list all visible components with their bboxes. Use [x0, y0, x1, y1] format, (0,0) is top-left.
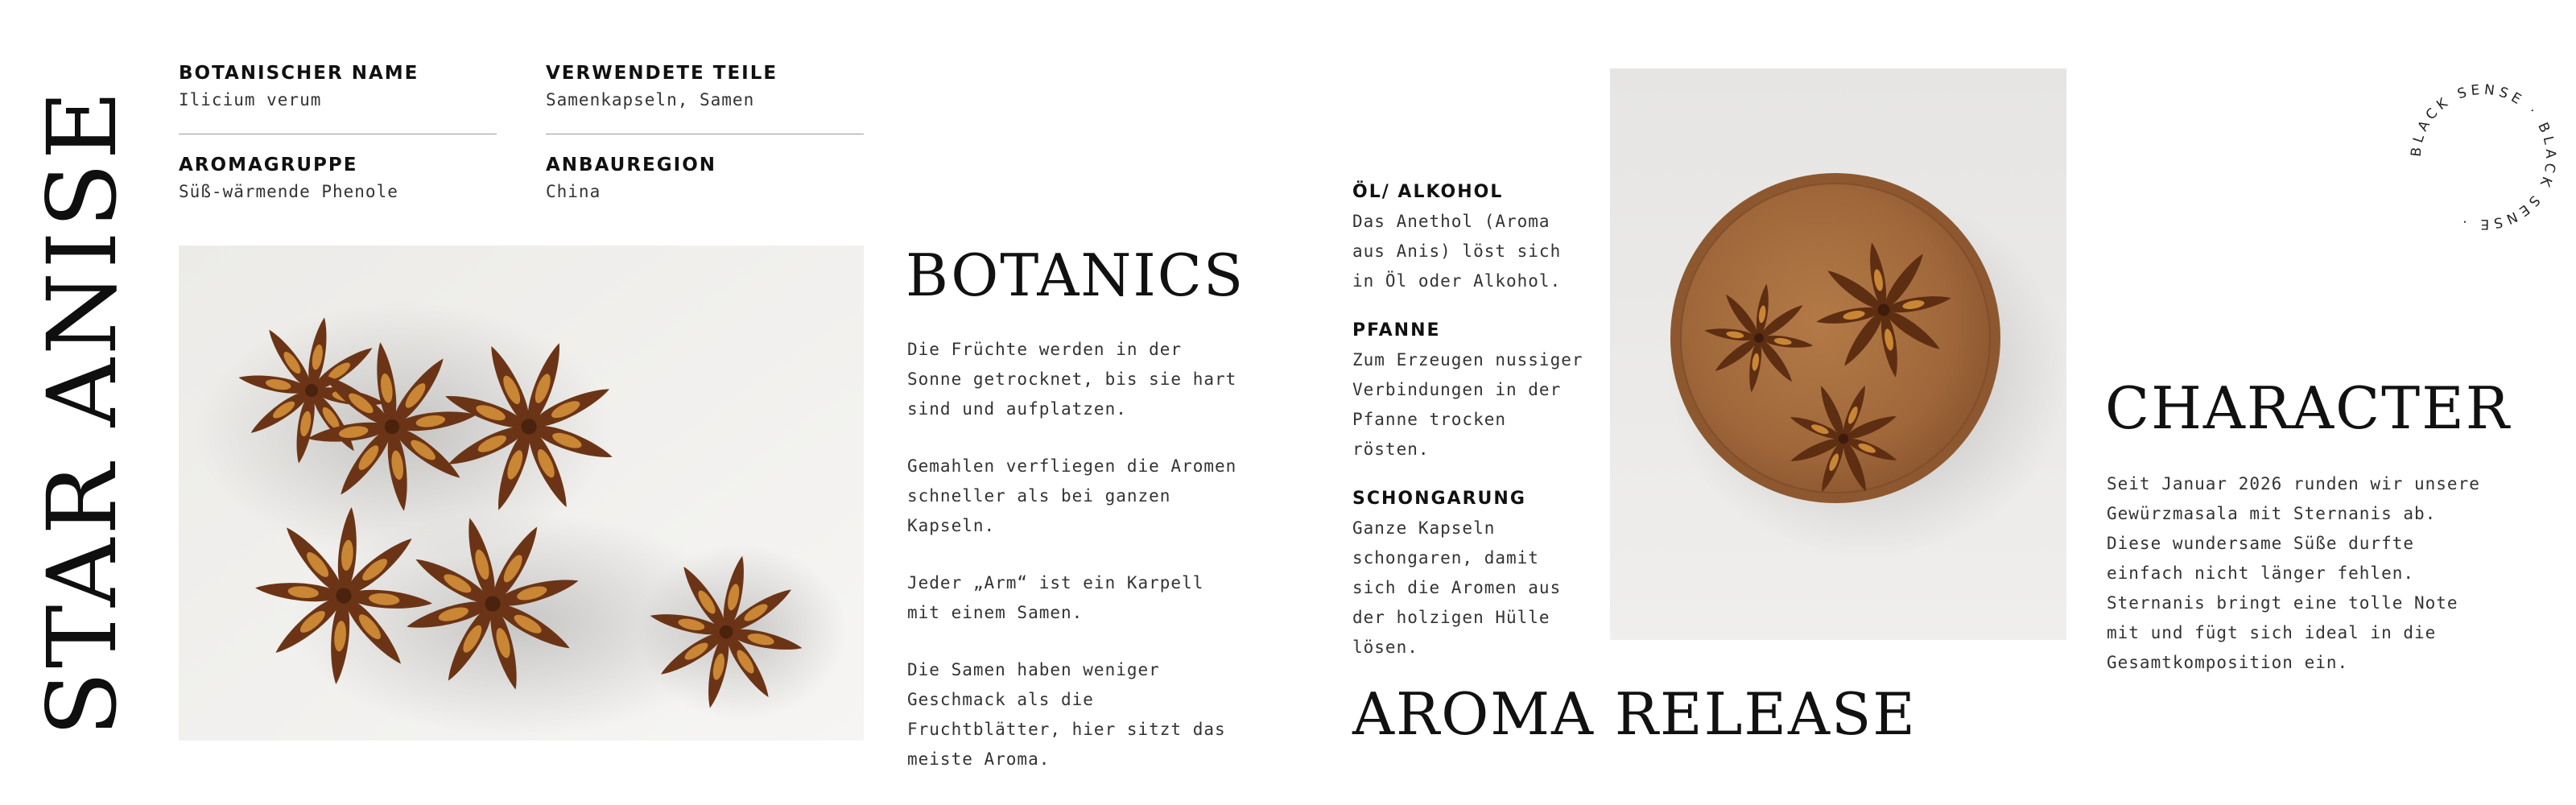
fact-value: Süß-wärmende Phenole	[179, 182, 398, 201]
fact-aroma-group	[179, 155, 497, 201]
botanics-paragraph: Jeder „Arm“ ist ein Karpell mit einem Samen.	[907, 573, 1204, 622]
fact-value: China	[546, 182, 601, 201]
fact-label: ANBAUREGION	[546, 155, 717, 175]
character-text: Seit Januar 2026 runden wir unsere Gewürzmasala mit Sternanis ab. Diese wundersame Süße durfte einfach nicht länger fehlen. Sternanis bringt eine tolle Note mit und fügt sich ideal in die Gesamtkomposition ein.	[2107, 474, 2480, 672]
fact-growing-region	[546, 155, 864, 201]
aroma-item-label: SCHONGARUNG	[1352, 489, 1526, 509]
fact-value: Ilicium verum	[179, 90, 322, 109]
fact-label: BOTANISCHER NAME	[179, 63, 419, 84]
aroma-item-pan	[1352, 320, 1594, 464]
aroma-release-heading: AROMA RELEASE	[1352, 680, 1917, 748]
wooden-plate-photo	[1610, 68, 2066, 640]
botanics-paragraph: Gemahlen verfliegen die Aromen schneller als bei ganzen Kapseln.	[907, 456, 1237, 535]
aroma-item-label: PFANNE	[1352, 320, 1441, 341]
aroma-item-text: Das Anethol (Aroma aus Anis) löst sich in Öl oder Alkohol.	[1352, 212, 1562, 291]
botanics-text	[907, 335, 1245, 802]
fact-label: VERWENDETE TEILE	[546, 63, 778, 84]
fact-botanical-name	[179, 63, 497, 109]
aroma-item-text: Ganze Kapseln schongaren, damit sich die Aromen aus der holzigen Hülle lösen.	[1352, 518, 1562, 657]
star-anise-photo	[179, 246, 864, 741]
character-heading: CHARACTER	[2105, 374, 2511, 442]
botanics-paragraph: Die Früchte werden in der Sonne getrocknet, bis sie hart sind und aufplatzen.	[907, 340, 1237, 419]
aroma-item-text: Zum Erzeugen nussiger Verbindungen in der Pfanne trocken rösten.	[1352, 350, 1583, 459]
brand-seal-text: BLACK SENSE · BLACK SENSE ·	[2408, 81, 2559, 233]
facts-block	[179, 63, 863, 216]
aroma-item-oil	[1352, 182, 1594, 296]
botanics-paragraph: Die Samen haben weniger Geschmack als die Fruchtblätter, hier sitzt das meiste Aroma.	[907, 660, 1226, 769]
botanics-heading: BOTANICS	[906, 242, 1245, 309]
fact-value: Samenkapseln, Samen	[546, 90, 755, 109]
aroma-item-slow-cooking	[1352, 489, 1594, 663]
fact-used-parts	[546, 63, 864, 109]
brand-seal	[2403, 76, 2564, 237]
aroma-release-list	[1352, 182, 1594, 663]
fact-label: AROMAGRUPPE	[179, 155, 358, 175]
aroma-item-label: ÖL/ ALKOHOL	[1352, 182, 1504, 202]
page-title: STAR ANISE	[27, 87, 138, 737]
